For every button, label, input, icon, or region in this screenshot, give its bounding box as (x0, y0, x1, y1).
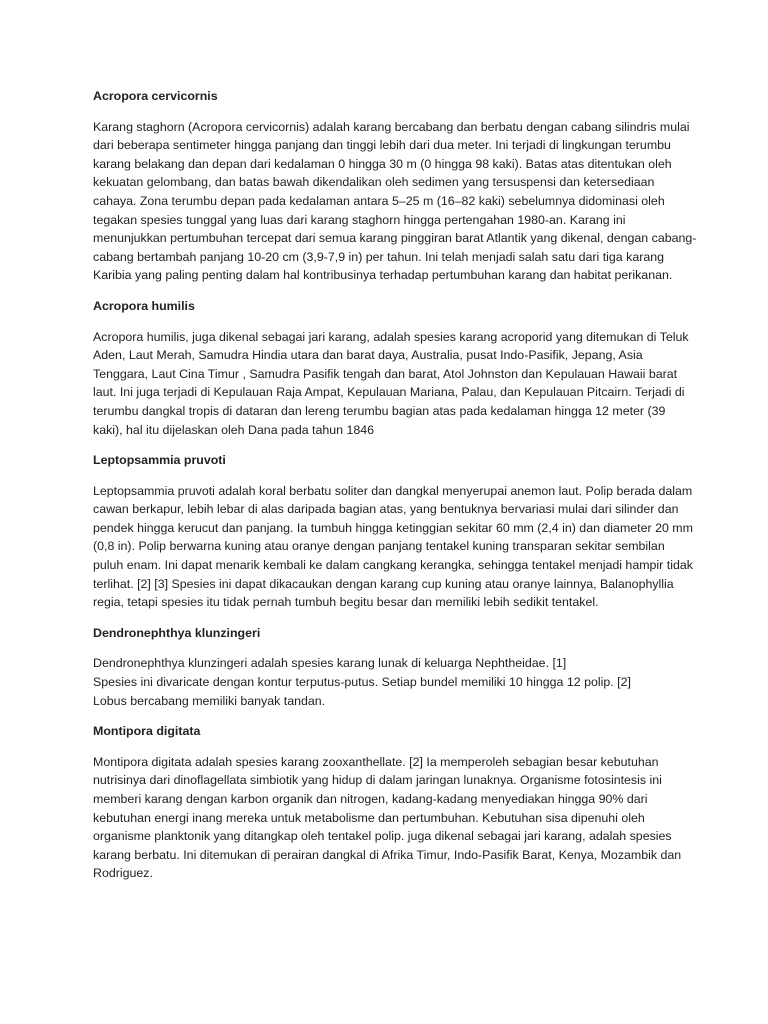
section-title: Montipora digitata (93, 724, 201, 739)
section-paragraph: Montipora digitata adalah spesies karang zooxanthellate. [2] Ia memperoleh sebagian besar kebutuhan nutrisinya dari dinoflagellata simbiotik yang hidup di dalam jaringan lunaknya. Organisme fotosintesis ini memberi karang dengan karbon organik dan nitrogen, kadang-kadang menyediakan hingga 90% dari kebutuhan energi inang mereka untuk metabolisme dan pertumbuhan. Kebutuhan sisa dipenuhi oleh organisme planktonik yang ditangkap oleh tentakel polip. juga dikenal sebagai jari karang, adalah spesies karang berbatu. Ini ditemukan di perairan dangkal di Afrika Timur, Indo-Pasifik Barat, Kenya, Mozambik dan Rodriguez. (93, 754, 682, 881)
paragraph-line: Spesies ini divaricate dengan kontur terputus-putus. Setiap bundel memiliki 10 hingga 12 polip. [2] (93, 675, 631, 690)
section-title: Acropora cervicornis (93, 89, 218, 103)
section-title: Dendronephthya klunzingeri (93, 625, 261, 640)
section-paragraph (93, 654, 698, 710)
section-paragraph: Acropora humilis, juga dikenal sebagai jari karang, adalah spesies karang acroporid yang ditemukan di Teluk Aden, Laut Merah, Samudra Hindia utara dan barat daya, Australia, pusat Indo-Pasifik, Jepang, Asia Tenggara, Laut Cina Timur , Samudra Pasifik tengah dan barat, Atol Johnston dan Kepulauan Hawaii barat laut. Ini juga terjadi di Kepulauan Raja Ampat, Kepulauan Mariana, Palau, dan Kepulauan Pitcairn. Terjadi di terumbu dangkal tropis di dataran dan lereng terumbu bagian atas pada kedalaman hingga 12 meter (39 kaki), hal itu dijelaskan oleh Dana pada tahun 1846 (93, 329, 689, 437)
section-paragraph: Leptopsammia pruvoti adalah koral berbatu soliter dan dangkal menyerupai anemon laut. Polip berada dalam cawan berkapur, lebih lebar di alas daripada bagian atas, yang bentuknya bervariasi mulai dari silinder dan pendek hingga kerucut dan panjang. Ia tumbuh hingga ketinggian sekitar 60 mm (2,4 in) dan diameter 20 mm (0,8 in). Polip berwarna kuning atau oranye dengan panjang tentakel kuning transparan sekitar sembilan puluh enam. Ini dapat menarik kembali ke dalam cangkang kerangka, sehingga tentakel menjadi hampir tidak terlihat. [2] [3] Spesies ini dapat dikacaukan dengan karang cup kuning atau oranye lainnya, Balanophyllia regia, tetapi spesies itu tidak pernah tumbuh begitu besar dan memiliki lebih sedikit tentakel. (93, 483, 693, 610)
section-paragraph: Karang staghorn (Acropora cervicornis) adalah karang bercabang dan berbatu dengan cabang silindris mulai dari beberapa sentimeter hingga panjang dan tinggi lebih dari dua meter. Ini terjadi di lingkungan terumbu karang belakang dan depan dari kedalaman 0 hingga 30 m (0 hingga 98 kaki). Batas atas ditentukan oleh kekuatan gelombang, dan batas bawah dikendalikan oleh sedimen yang tersuspensi dan ketersediaan cahaya. Zona terumbu depan pada kedalaman antara 5–25 m (16–82 kaki) sebelumnya didominasi oleh tegakan spesies tunggal yang luas dari karang staghorn hingga pertengahan 1980-an. Karang ini menunjukkan pertumbuhan tercepat dari semua karang pinggiran barat Atlantik yang dikenal, dengan cabang-cabang bertambah panjang 10-20 cm (3,9-7,9 in) per tahun. Ini telah menjadi salah satu dari tiga karang Karibia yang paling penting dalam hal kontribusinya terhadap pertumbuhan karang dan habitat perikanan. (93, 119, 697, 283)
section-title: Acropora humilis (93, 298, 195, 313)
section-title: Leptopsammia pruvoti (93, 453, 226, 468)
paragraph-line: Dendronephthya klunzingeri adalah spesies karang lunak di keluarga Nephtheidae. [1] (93, 656, 567, 671)
paragraph-line: Lobus bercabang memiliki banyak tandan. (93, 693, 326, 708)
